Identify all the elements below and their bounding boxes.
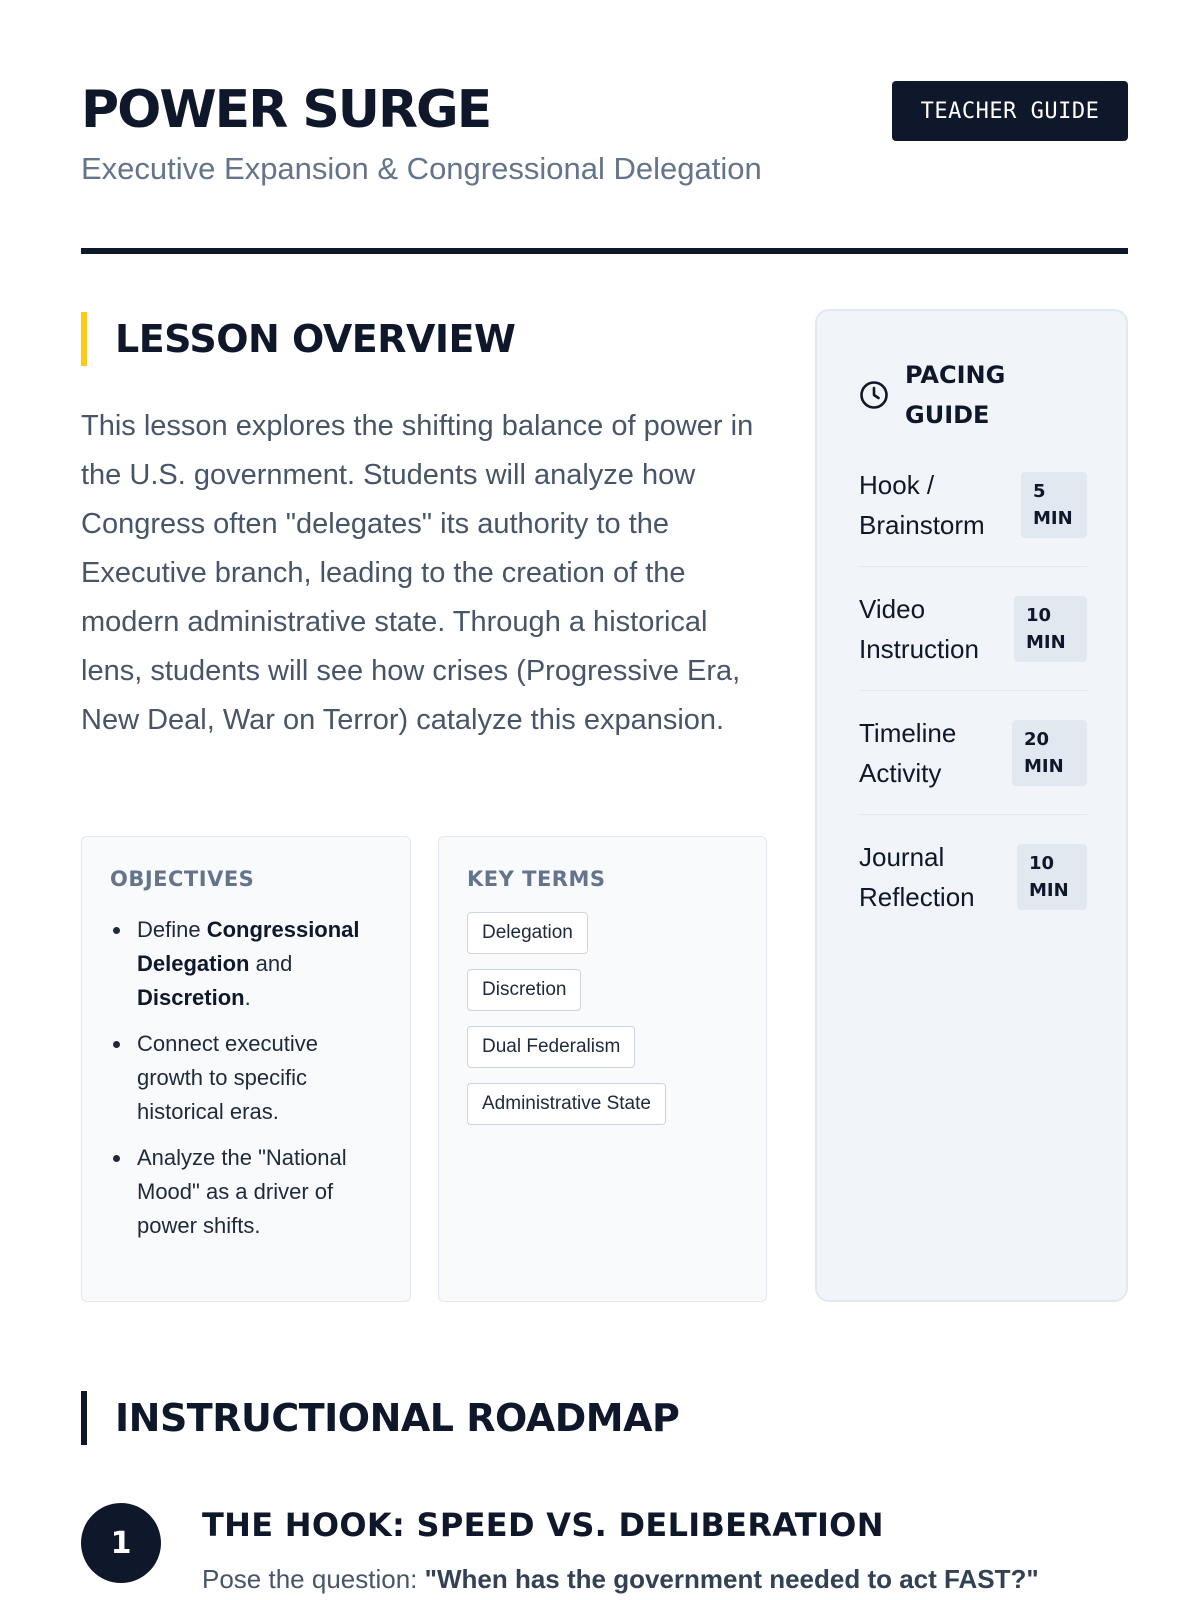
objectives-label: OBJECTIVES: [110, 867, 255, 891]
lesson-overview-title: LESSON OVERVIEW: [115, 317, 516, 361]
instructional-roadmap-title: INSTRUCTIONAL ROADMAP: [115, 1396, 680, 1440]
teacher-guide-badge: TEACHER GUIDE: [892, 81, 1128, 141]
pacing-activity: Journal Reflection: [859, 842, 975, 912]
duration-unit: MIN: [1029, 880, 1069, 901]
objective-item: Connect executive growth to specific historical eras.: [110, 1027, 390, 1129]
key-terms-card: [438, 836, 767, 1302]
pacing-row: [859, 465, 1087, 545]
pacing-activity: Timeline Activity: [859, 718, 957, 788]
lesson-overview-heading: [81, 312, 515, 366]
key-term-tag: Discretion: [467, 969, 581, 1011]
objective-text: .: [244, 985, 251, 1010]
clock-icon: [859, 380, 889, 410]
page-subtitle: Executive Expansion & Congressional Delegation: [81, 151, 762, 186]
pacing-row: [859, 589, 1087, 669]
duration-number: 10: [1026, 605, 1052, 626]
step-prompt: Pose the question:: [202, 1564, 418, 1594]
objective-term: Congressional Delegation: [137, 917, 360, 976]
duration-number: 10: [1029, 853, 1055, 874]
objective-item: [110, 913, 390, 1015]
header-divider: [81, 248, 1128, 254]
roadmap-accent-bar: [81, 1391, 87, 1445]
key-terms-label: KEY TERMS: [467, 867, 606, 891]
pacing-activity: Video Instruction: [859, 594, 979, 664]
key-term-tag: Administrative State: [467, 1083, 666, 1125]
pacing-duration: [1014, 596, 1087, 662]
pacing-row: [859, 713, 1087, 793]
step-description: [202, 1564, 1039, 1595]
key-terms-list: [467, 912, 666, 1140]
key-term-tag: Delegation: [467, 912, 588, 954]
pacing-guide-header: [859, 355, 1035, 435]
step-number-badge: 1: [81, 1503, 161, 1583]
pacing-duration: [1017, 844, 1087, 910]
pacing-guide-panel: [815, 309, 1128, 1302]
objective-text: and: [255, 951, 293, 976]
duration-unit: MIN: [1033, 508, 1073, 529]
pacing-duration: [1021, 472, 1087, 538]
overview-accent-bar: [81, 312, 87, 366]
lesson-overview-text: This lesson explores the shifting balance of power in the U.S. government. Students will analyze how Congress often "delegates" its authority to the Executive branch, leading to the creation of the modern administrative state. Through a historical lens, students will see how crises (Progressive Era, New Deal, War on Terror) catalyze this expansion.: [81, 410, 754, 736]
pacing-duration: [1012, 720, 1087, 786]
objectives-list: [110, 913, 390, 1255]
instructional-roadmap-heading: [81, 1391, 679, 1445]
pacing-row: [859, 837, 1087, 917]
duration-number: 5: [1033, 481, 1046, 502]
pacing-guide-title: PACING GUIDE: [905, 361, 1006, 429]
key-term-tag: Dual Federalism: [467, 1026, 635, 1068]
duration-unit: MIN: [1024, 756, 1064, 777]
objective-text: Define: [137, 917, 201, 942]
objective-item: Analyze the "National Mood" as a driver of power shifts.: [110, 1141, 390, 1243]
page-title: POWER SURGE: [81, 80, 491, 140]
duration-unit: MIN: [1026, 632, 1066, 653]
objectives-card: [81, 836, 411, 1302]
pacing-activity: Hook / Brainstorm: [859, 470, 985, 540]
objective-term: Discretion: [137, 985, 245, 1010]
lesson-page: [81, 0, 1128, 1600]
duration-number: 20: [1024, 729, 1050, 750]
step-title: THE HOOK: SPEED VS. DELIBERATION: [202, 1506, 884, 1544]
step-question: "When has the government needed to act FAST?": [424, 1564, 1039, 1594]
